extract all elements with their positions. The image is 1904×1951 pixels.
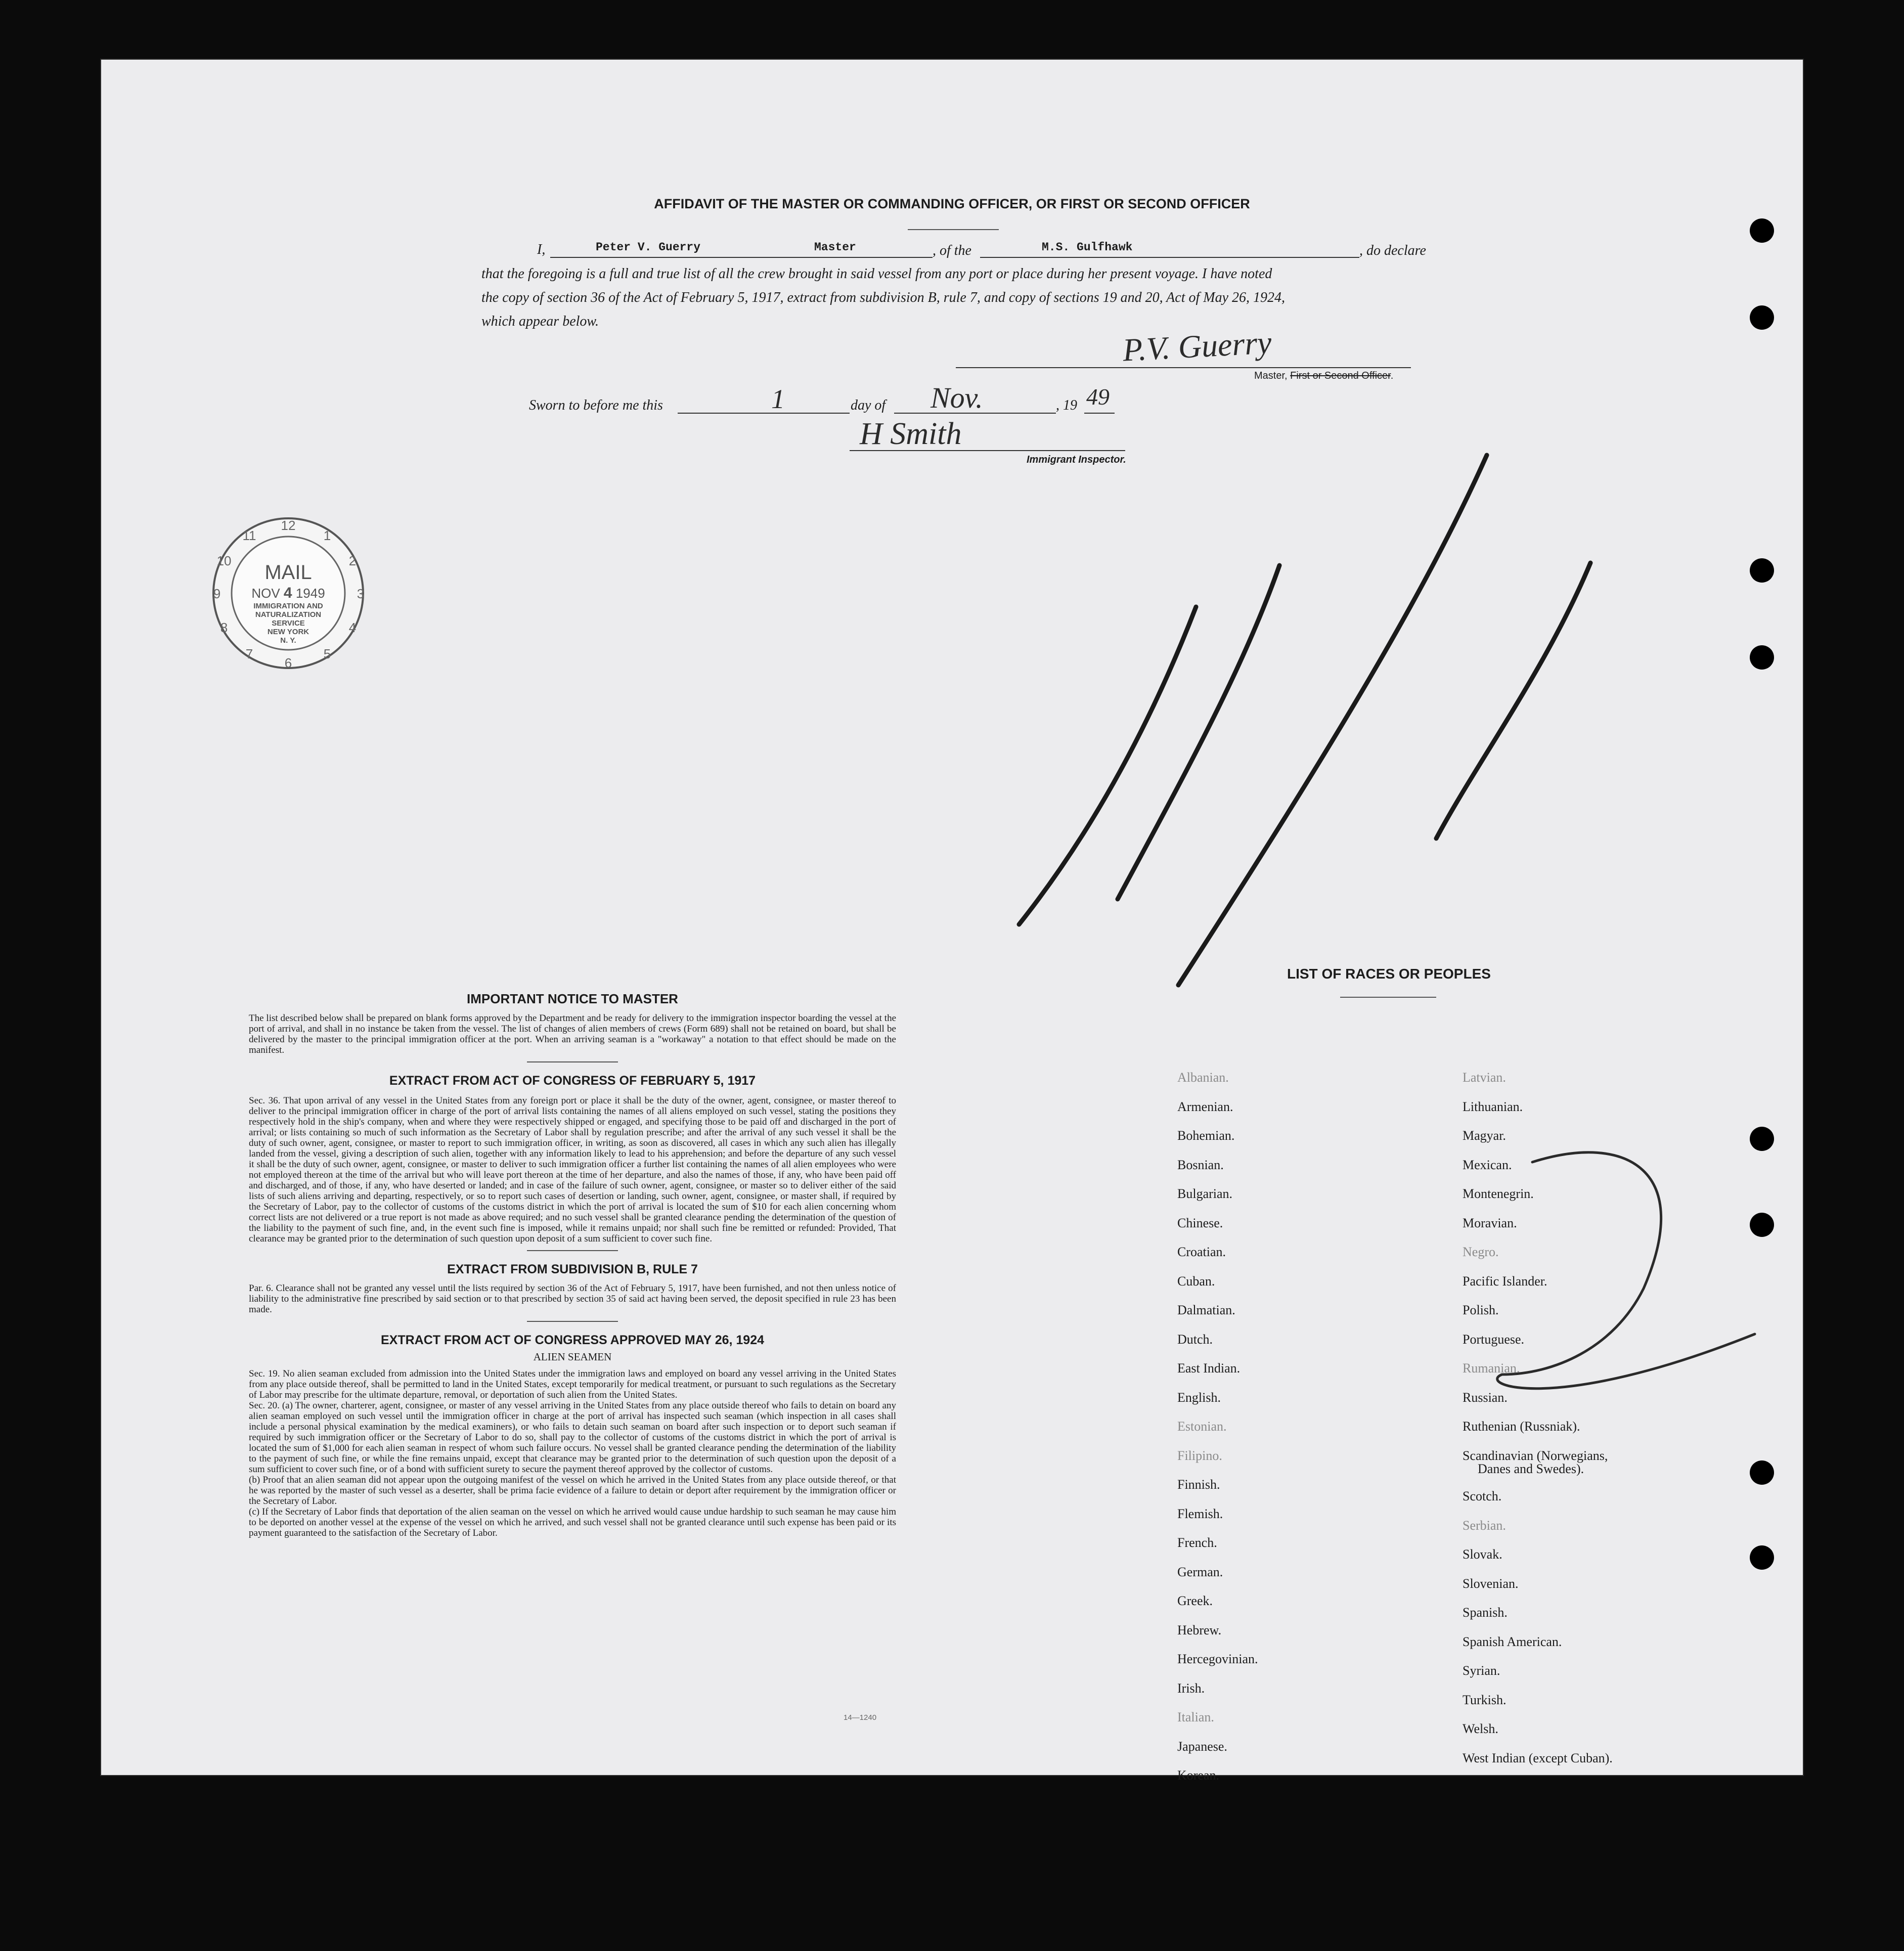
race-item: Bulgarian. [1177,1186,1233,1201]
race-item: Scotch. [1463,1489,1502,1503]
race-item: Polish. [1463,1303,1499,1317]
form-number: 14—1240 [844,1713,877,1722]
svg-text:5: 5 [323,646,331,661]
extract-1924-subtitle: ALIEN SEAMEN [533,1351,612,1363]
sworn-label: Sworn to before me this [529,397,663,413]
stamp-year: 1949 [295,586,325,601]
stamp-line5: N. Y. [280,636,296,645]
svg-text:8: 8 [220,620,228,635]
binder-hole [1750,1545,1774,1570]
binder-hole [1750,645,1774,670]
notice-rule [527,1061,618,1062]
stamp-line4: NEW YORK [267,628,309,636]
affidavit-body-line1: that the foregoing is a full and true list of all the crew brought in said vessel from any port or place during her present voyage. I have noted [481,266,1272,282]
number-two [1497,1152,1755,1389]
races-rule [1340,997,1436,998]
affidavit-i: I, [537,242,546,257]
race-item: Lithuanian. [1463,1099,1523,1114]
notice-title: IMPORTANT NOTICE TO MASTER [467,991,678,1006]
race-item: Montenegrin. [1463,1186,1534,1201]
sworn-day: 1 [771,384,785,414]
race-item-continuation: Danes and Swedes). [1478,1461,1584,1476]
race-item: Armenian. [1177,1099,1233,1114]
svg-text:1: 1 [323,528,331,543]
extract-1917-title: EXTRACT FROM ACT OF CONGRESS OF FEBRUARY 5, 1917 [389,1074,756,1088]
race-item: Bohemian. [1177,1128,1235,1143]
tally-mark-3 [1178,455,1487,985]
tally-mark-1 [1019,607,1196,924]
document-page [101,60,1803,1783]
notices-column [249,991,896,1538]
race-item: Korean. [1177,1768,1220,1783]
stamp-month: NOV [251,586,280,601]
race-item: Latvian. [1463,1070,1506,1085]
day-of-label: day of [851,397,886,413]
svg-text:9: 9 [213,586,221,601]
race-item: Moravian. [1463,1215,1517,1230]
binder-hole [1750,218,1774,243]
race-item: Pacific Islander. [1463,1273,1547,1289]
race-item: Japanese. [1177,1739,1227,1754]
race-item: Scandinavian (Norwegians, [1463,1448,1608,1463]
race-item: Magyar. [1463,1128,1506,1143]
caption-struck: First or Second Officer [1290,370,1391,381]
race-item: German. [1177,1564,1223,1579]
of-the-label: , of the [933,243,971,258]
race-item: Filipino. [1177,1448,1222,1463]
race-item: Dalmatian. [1177,1303,1235,1317]
inspector-signature: H Smith [860,417,962,451]
svg-text:7: 7 [245,646,253,661]
race-item: Estonian. [1177,1419,1227,1434]
stamp-mail: MAIL [264,561,312,584]
race-item: Dutch. [1177,1332,1213,1347]
race-item: Russian. [1463,1390,1508,1405]
extract-1917-rule [527,1250,618,1251]
race-item: Spanish. [1463,1605,1508,1620]
binder-hole [1750,305,1774,330]
do-declare-label: , do declare [1359,243,1426,258]
extract-rule7-body: Par. 6. Clearance shall not be granted any vessel until the lists required by section 36 of the Act of February 5, 1917, have been furnished, and not then unless notice of liability to the administrative fine prescribed by said section or to that prescribed by section 35 of said act having been served, the deposit specified in rule 23 has been made. [249,1283,896,1315]
tally-mark-4 [1436,563,1590,838]
race-item: Mexican. [1463,1157,1512,1172]
race-item: Rumanian. [1463,1361,1520,1376]
inspector-caption: Immigrant Inspector. [1027,454,1126,465]
svg-text:2: 2 [348,553,357,568]
race-item: Cuban. [1177,1273,1215,1289]
stamp-line3: SERVICE [272,619,305,628]
sec19-text: Sec. 19. No alien seaman excluded from admission into the United States under the immigration laws and employed on board any vessel arriving in the United States from any place outside thereof, shall be permitted to land in the United States, except temporarily for medical treatment, or pursuant to such regulations as the Secretary of Labor may prescribe for the ultimate departure, removal, or deportation of such alien from the United States. [249,1368,896,1400]
binder-hole [1750,1127,1774,1151]
sec20b-text: (b) Proof that an alien seaman did not appear upon the outgoing manifest of the vessel on which he arrived in the United States from any place outside thereof, or that he was reported by the master of such vessel as a deserter, shall be prima facie evidence of a failure to detain or deport after requirement by the immigration officer or the Secretary of Labor. [249,1475,896,1506]
year-prefix: , 19 [1056,397,1077,413]
sec20c-text: (c) If the Secretary of Labor finds that deportation of the alien seaman on the vessel on which he arrived would cause undue hardship to such seaman he may cause him to be deported on another vessel at the expense of the vessel on which he arrived, and such vessel shall not be granted clearance until such expense has been paid or its payment guaranteed to the satisfaction of the Secretary of Labor. [249,1506,896,1538]
caption-master: Master, [1254,370,1288,381]
binder-hole [1750,1213,1774,1237]
race-item: Greek. [1177,1593,1213,1608]
svg-text:10: 10 [216,553,232,568]
vessel-name: M.S. Gulfhawk [1042,241,1133,254]
affidavit-body-line3: which appear below. [481,314,599,329]
race-item: Spanish American. [1463,1634,1562,1649]
binder-hole [1750,558,1774,583]
svg-text:3: 3 [357,586,365,601]
race-item: Croatian. [1177,1245,1226,1259]
affidavit-title: AFFIDAVIT OF THE MASTER OR COMMANDING OFFICER, OR FIRST OR SECOND OFFICER [654,196,1250,211]
sworn-year: 49 [1086,384,1110,410]
svg-text:6: 6 [284,655,292,671]
race-item: Italian. [1177,1710,1214,1724]
stamp-day: 4 [283,585,292,601]
race-item: Irish. [1177,1680,1205,1696]
svg-text:12: 12 [281,518,296,533]
race-item: Slovak. [1463,1547,1502,1562]
stamp-line1: IMMIGRATION AND [253,602,323,610]
stamp-line2: NATURALIZATION [255,610,322,619]
race-item: Serbian. [1463,1518,1506,1533]
race-item: Syrian. [1463,1663,1500,1678]
race-item: Portuguese. [1463,1332,1525,1347]
race-item: Ruthenian (Russniak). [1463,1419,1580,1434]
race-item: Finnish. [1177,1477,1220,1492]
extract-1917-body: Sec. 36. That upon arrival of any vessel in the United States from any foreign port or place it shall be the duty of the owner, agent, consignee, or master thereof to deliver to the principal immigration officer in charge of the port of arrival lists containing the names of all aliens employed on such vessel, stating the positions they respectively hold in the ship's company, when and where they were respectively shipped or engaged, and specifying those to be paid off and discharged in the port of arrival; or lists containing so much of such information as the Secretary of Labor shall by regulation prescribe; and after the arrival of any such vessel it shall be the duty of such owner, agent, consignee, or master to report to such immigration officer, in writing, as soon as discovered, all cases in which any such alien has illegally landed from the vessel, giving a description of such alien, together with any information likely to lead to his apprehension; and before the departure of any such vessel it shall be the duty of such owner, agent, consignee, or master to deliver to such immigration officer a further list containing the names of all alien employees who were not employed thereon at the time of the arrival but who will leave port thereon at the time of her departure, and also the names of those, if any, who have been paid off and discharged, and of those, if any, who have deserted or landed; and in case of the failure of such owner, agent, consignee, or master so to deliver either of the said lists of such aliens arriving and departing, respectively, or so to report such cases of desertion or landing, such owner, agent, consignee, or master shall, if required by the Secretary of Labor, pay to the collector of customs of the customs district in which the port of arrival is located the sum of $10 for each alien concerning whom correct lists are not delivered or a true report is not made as above required; and no such vessel shall be granted clearance pending the determination of the question of the liability to the payment of such fine, and, in the event such fine is imposed, while it remains unpaid; nor shall such fine be remitted or refunded: Provided, That clearance may be granted prior to the determination of such question upon deposit of a sum sufficient to cover such fine. [249,1095,896,1244]
binder-hole [1750,1460,1774,1485]
notice-body: The list described below shall be prepared on blank forms approved by the Department and be ready for delivery to the immigration inspector boarding the vessel at the port of arrival, and shall in no instance be taken from the vessel. The list of changes of alien members of crews (Form 689) shall not be retained on board, but shall be delivered by the master to the principal immigration officer at the port. When an arriving seaman is a "workaway" a notation to that effect should be made on the manifest. [249,1013,896,1055]
officer-name: Peter V. Guerry [596,241,701,254]
master-signature: P.V. Guerry [1122,324,1273,368]
race-item: Albanian. [1177,1070,1229,1085]
race-item: Turkish. [1463,1692,1507,1707]
race-item: West Indian (except Cuban). [1463,1750,1613,1765]
race-item: Negro. [1463,1245,1499,1259]
race-item: French. [1177,1535,1217,1550]
race-item: Bosnian. [1177,1157,1224,1172]
race-item: Chinese. [1177,1215,1223,1230]
sec20a-text: Sec. 20. (a) The owner, charterer, agent, consignee, or master of any vessel arriving in the United States from any place outside thereof who fails to detain on board any alien seaman employed on such vessel until the immigration officer in charge at the port of arrival has inspected such seaman (which inspection in all cases shall include a personal physical examination by the medical examiners), or who fails to detain such seaman on board after such inspection or to deport such seaman if required by such immigration officer or the Secretary of Labor to do so, shall pay to the collector of customs of the customs district in which the port of arrival is located the sum of $1,000 for each alien seaman in respect of whom such failure occurs. No vessel shall be granted clearance pending the determination of the liability to the payment of such fine, or while the fine remains unpaid, except that clearance may be granted prior to the determination of such question upon the deposit of a sum sufficient to cover such fine, or of a bond with sufficient surety to secure the payment thereof approved by the collector of customs. [249,1400,896,1475]
race-item: Hebrew. [1177,1622,1222,1637]
affidavit-body-line2: the copy of section 36 of the Act of February 5, 1917, extract from subdivision B, rule 7, and copy of sections 19 and 20, Act of May 26, 1924, [481,290,1286,305]
svg-text:4: 4 [348,620,357,635]
svg-text:11: 11 [242,528,256,543]
sworn-month: Nov. [931,381,983,414]
race-item: Hercegovinian. [1177,1652,1258,1666]
extract-rule7-rule [527,1321,618,1322]
race-item: Slovenian. [1463,1576,1519,1591]
races-title: LIST OF RACES OR PEOPLES [1287,966,1491,982]
officer-rank: Master [814,241,856,254]
race-item: Flemish. [1177,1506,1223,1521]
extract-1924-title: EXTRACT FROM ACT OF CONGRESS APPROVED MAY 26, 1924 [380,1333,765,1347]
extract-rule7-title: EXTRACT FROM SUBDIVISION B, RULE 7 [447,1262,698,1276]
race-item: East Indian. [1177,1361,1241,1376]
caption-end: . [1390,370,1394,381]
race-item: Welsh. [1463,1721,1498,1736]
race-item: English. [1177,1390,1221,1405]
